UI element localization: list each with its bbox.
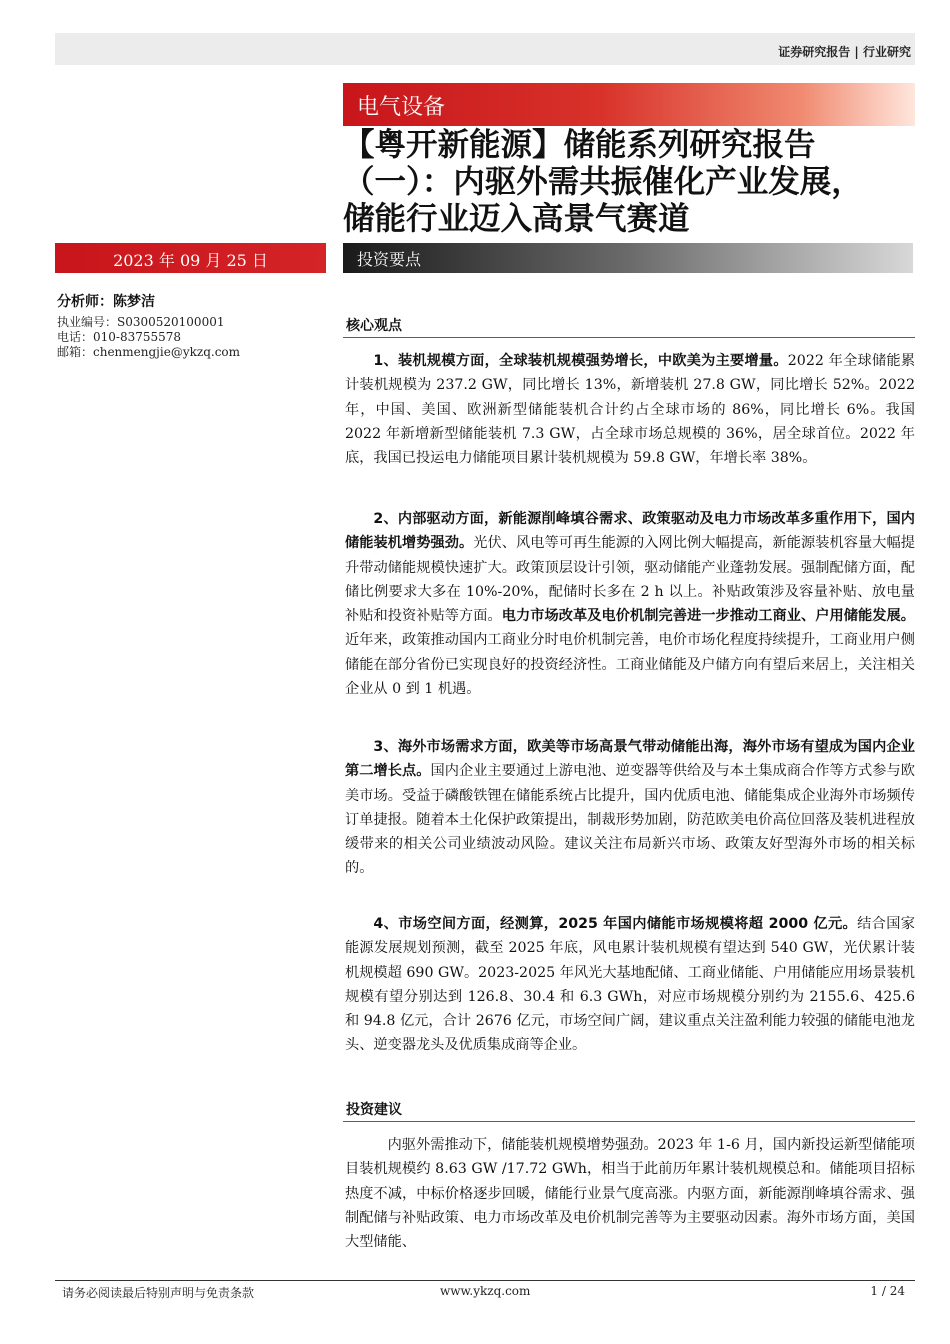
- investment-advice-text: 内驱外需推动下，储能装机规模增势强劲。2023 年 1-6 月，国内新投运新型储能项目装机规模约 8.63 GW /17.72 GWh，相当于此前历年累计装机规模总和。储能项目招标热度不减，中标价格逐步回暖，储能行业景气度高涨。内驱方面，新能源削峰填谷需求、强制配储与补贴政策、电力市场改革及电价机制完善等为主要驱动因素。海外市场方面，美国大型储能、: [345, 1137, 915, 1251]
- investment-advice-heading: [343, 1095, 915, 1122]
- core-view-heading-label: 核心观点: [346, 318, 402, 334]
- footer-website[interactable]: www.ykzq.com: [440, 1284, 531, 1298]
- investment-advice-heading-label: 投资建议: [346, 1102, 402, 1118]
- core-point-2-lead-2: 电力市场改革及电价机制完善进一步推动工商业、户用储能发展。: [501, 608, 915, 625]
- core-point-3-lead: 3、海外市场需求方面，欧美等市场高景气带动储能出海，海外市场有望成为国内企业第二增长点。: [345, 739, 915, 780]
- key-points-label: 投资要点: [357, 250, 422, 269]
- key-points-banner: [343, 243, 913, 273]
- core-point-3-body: 国内企业主要通过上游电池、逆变器等供给及与本土集成商合作等方式参与欧美市场。受益于磷酸铁锂在储能系统占比提升，国内优质电池、储能集成企业海外市场频传订单捷报。随着本土化保护政策提出，制裁形势加剧，防范欧美电价高位回落及装机进程放缓带来的相关公司业绩波动风险。建议关注布局新兴市场、政策友好型海外市场的相关标的。: [345, 763, 915, 877]
- footer-disclaimer: 请务必阅读最后特别声明与免责条款: [62, 1286, 255, 1300]
- core-point-4-body: 结合国家能源发展规划预测，截至 2025 年底，风电累计装机规模有望达到 540 GW，光伏累计装机规模超 690 GW。2023-2025 年风光大基地配储、工商业储能、户用储能应用场景装机规模有望分别达到 126.8、30.4 和 6.3 GWh，对应市场规模分别约为 2155.6、425.6 和 94.8 亿元，合计 2676 亿元，市场空间广阔，建议重点关注盈利能力较强的储能电池龙头、逆变器龙头及优质集成商等企业。: [345, 916, 915, 1054]
- analyst-license: 执业编号：S0300520100001: [57, 315, 225, 329]
- core-point-2-body: 光伏、风电等可再生能源的入网比例大幅提高，新能源装机容量大幅提升带动储能规模快速扩大。政策顶层设计引领，驱动储能产业蓬勃发展。强制配储方面，配储比例要求大多在 10%-20%，配储时长多在 2 h 以上。补贴政策涉及容量补贴、放电量补贴和投资补贴等方面。: [345, 535, 915, 625]
- footer-divider: [55, 1280, 915, 1281]
- date-banner: [55, 243, 326, 273]
- core-point-3: [345, 735, 915, 881]
- report-title: [343, 127, 923, 238]
- core-point-2-lead: 2、内部驱动方面，新能源削峰填谷需求、政策驱动及电力市场改革多重作用下，国内储能装机增势强劲。: [345, 511, 915, 552]
- core-point-1: [345, 349, 915, 470]
- title-line-3: 储能行业迈入高景气赛道: [343, 201, 690, 237]
- title-line-1: 【粤开新能源】储能系列研究报告: [343, 127, 816, 163]
- title-line-2: （一）：内驱外需共振催化产业发展，: [343, 164, 863, 200]
- top-header-bar: [55, 33, 915, 65]
- analyst-email: 邮箱：chenmengjie@ykzq.com: [57, 345, 241, 359]
- analyst-phone: 电话：010-83755578: [57, 330, 182, 344]
- report-date: 2023 年 09 月 25 日: [113, 251, 268, 270]
- sector-label: 电气设备: [357, 95, 446, 120]
- core-point-1-lead: 1、装机规模方面，全球装机规模强势增长，中欧美为主要增量。: [373, 353, 788, 369]
- report-type-label: 证券研究报告 | 行业研究: [778, 45, 911, 59]
- analyst-info: [57, 293, 327, 360]
- core-point-2-body-2: 近年来，政策推动国内工商业分时电价机制完善，电价市场化程度持续提升，工商业用户侧储能在部分省份已实现良好的投资经济性。工商业储能及户储方向有望后来居上，关注相关企业从 0 到 1 机遇。: [345, 632, 915, 698]
- core-point-4-lead: 4、市场空间方面，经测算，2025 年国内储能市场规模将超 2000 亿元。: [373, 916, 858, 932]
- core-view-heading: [343, 311, 915, 338]
- sector-banner: [343, 83, 915, 126]
- core-point-4: [345, 912, 915, 1058]
- core-point-2: [345, 507, 915, 701]
- footer-page-number: 1 / 24: [870, 1284, 905, 1298]
- core-point-1-body: 2022 年全球储能累计装机规模为 237.2 GW，同比增长 13%，新增装机 27.8 GW，同比增长 52%。2022 年，中国、美国、欧洲新型储能装机合计约占全球市场的 86%，同比增长 6%。我国 2022 年新增新型储能装机 7.3 GW，占全球市场总规模的 36%，居全球首位。2022 年底，我国已投运电力储能项目累计装机规模为 59.8 GW，年增长率 38%。: [345, 353, 916, 467]
- analyst-name: 分析师：陈梦洁: [57, 294, 155, 310]
